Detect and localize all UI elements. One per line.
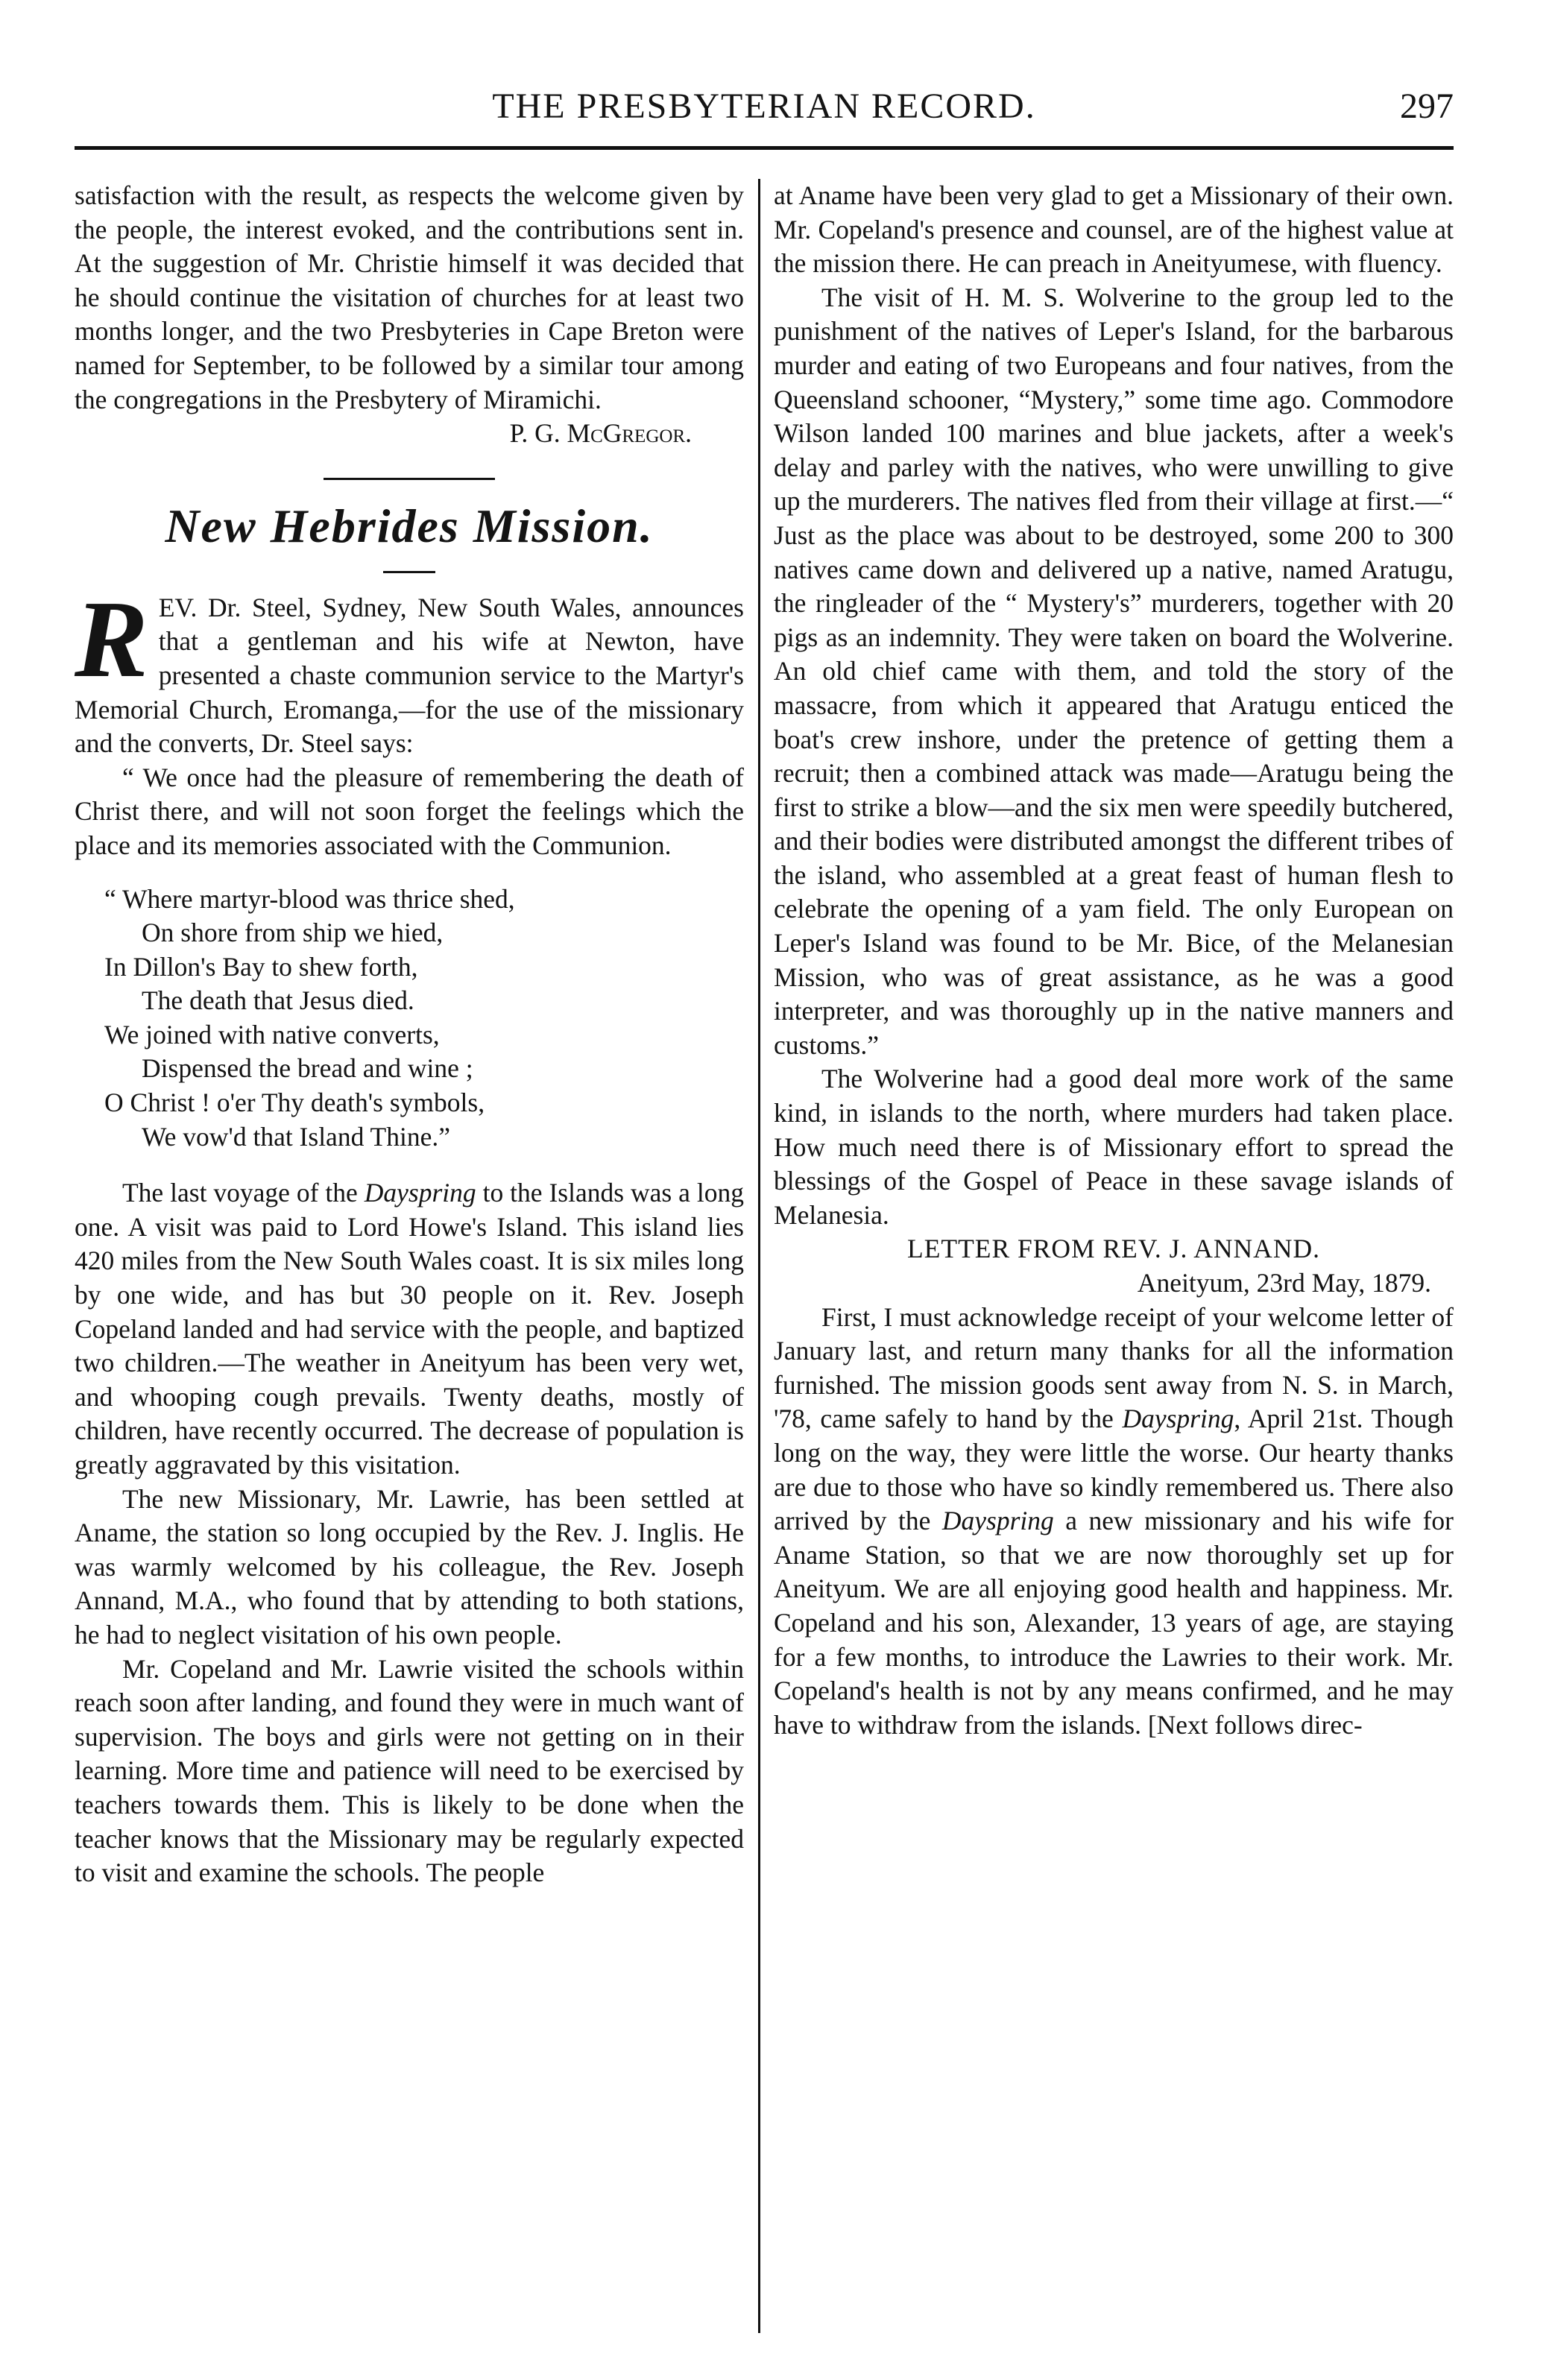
text-run: a new missionary and his wife for Aname Station, so that we are now thoroughly set up for Aneityum. We are all enjoying good health and happiness. Mr. Copeland and his son, Alexander, 13 years of age, are staying for a few months, to introduce the Lawries to their work. Mr. Copeland's health is not by any means confirmed, and he may have to withdraw from the islands. [Next follows direc- [774,1506,1454,1740]
article-paragraph-6: at Aname have been very glad to get a Missionary of their own. Mr. Copeland's presence and counsel, are of the highest value at the mission there. He can preach in Aneityumese, with fluency. [774,180,1454,279]
title-underline [383,571,435,573]
text-run: First, I must acknowledge receipt of your welcome letter of January last, and return many thanks for all the information furnished. The mission goods sent away from N. S. in March, '78, came safely to hand by the [774,1301,1454,1434]
poem-line: On shore from ship we hied, [142,918,444,948]
poem-line: The death that Jesus died. [142,985,414,1016]
article-paragraph-4: The new Missionary, Mr. Lawrie, has been settled at Aname, the station so long occupied by the Rev. J. Inglis. He was warmly welcomed by his colleague, the Rev. Joseph Annand, M.A., who found that by attending to both stations, he had to neglect visitation of his own people. [75,1483,744,1650]
article-paragraph-3 [75,1176,744,1482]
article-paragraph-8: The Wolverine had a good deal more work of the same kind, in islands to the north, where murders had taken place. How much need there is of Missionary effort to spread the blessings of the Gospel of Peace in these savage islands of Melanesia. [774,1064,1454,1230]
header-rule [75,146,1454,150]
section-divider [324,478,495,480]
poem-line: Dispensed the bread and wine ; [142,1053,473,1084]
letter-dateline: Aneityum, 23rd May, 1879. [1137,1268,1431,1298]
section-title: New Hebrides Mission. [165,499,654,552]
poem-line: We joined with native converts, [104,1019,440,1049]
left-column [75,179,744,1890]
drop-cap: R [75,578,148,701]
article-paragraph-1 [75,578,744,761]
ship-name: Dayspring [941,1506,1054,1536]
signature: P. G. McGregor. [509,418,692,449]
article-paragraph-1-text: EV. Dr. Steel, Sydney, New South Wales, announces that a gentleman and his wife at Newton, have presented a chaste communion service to the Martyr's Memorial Church, Eromanga,—for the use of the missionary and the converts, Dr. Steel says: [75,592,744,759]
text-run: , April 21st. Though long on the way, they were little the worse. Our hearty thanks are due to those who have so kindly remembered us. There also arrived by the [774,1404,1454,1536]
right-column [774,179,1454,1742]
poem-line: O Christ ! o'er Thy death's symbols, [104,1088,485,1118]
text-run: to the Islands was a long one. A visit was paid to Lord Howe's Island. This island lies 420 miles from the New South Wales coast. It is six miles long by one wide, and has but 30 people on it. Rev. Joseph Copeland landed and had service with the people, and baptized two children.—The weather in Aneityum has been very wet, and whooping cough prevails. Twenty deaths, mostly of children, have recently occurred. The decrease of population is greatly aggravated by this visitation. [75,1178,744,1480]
poem [75,883,744,1155]
running-title: THE PRESBYTERIAN RECORD. [492,86,1036,126]
poem-line: In Dillon's Bay to shew forth, [104,951,418,982]
letter-paragraph [774,1301,1454,1743]
letter-title: LETTER FROM REV. J. ANNAND. [907,1234,1320,1264]
ship-name: Dayspring [364,1178,476,1208]
article-paragraph-5: Mr. Copeland and Mr. Lawrie visited the schools within reach soon after landing, and found they were in much want of supervision. The boys and girls were not getting on in their learning. More time and patience will need to be exercised by teachers towards them. This is likely to be done when the teacher knows that the Missionary may be regularly expected to visit and examine the schools. The people [75,1653,744,1888]
poem-line: “ Where martyr-blood was thrice shed, [104,883,515,914]
intro-paragraph: satisfaction with the result, as respects the welcome given by the people, the interest evoked, and the contributions sent in. At the suggestion of Mr. Christie himself it was decided that he should continue the visitation of churches for at least two months longer, and the two Presbyteries in Cape Breton were named for September, to be followed by a similar tour among the congregations in the Presbytery of Miramichi. [75,180,744,414]
article-paragraph-2: “ We once had the pleasure of remembering the death of Christ there, and will not soon forget the feelings which the place and its memories associated with the Communion. [75,762,744,860]
column-divider [758,179,760,2333]
page-header [75,82,1454,134]
poem-line: We vow'd that Island Thine.” [142,1121,450,1152]
ship-name: Dayspring [1122,1404,1234,1434]
article-paragraph-7: The visit of H. M. S. Wolverine to the group led to the punishment of the natives of Leper's Island, for the barbarous murder and eating of two Europeans and four natives, from the Queensland schooner, “Mystery,” some time ago. Commodore Wilson landed 100 marines and blue jackets, after a week's delay and parley with the natives, who were unwilling to give up the murderers. The natives fled from their village at first.—“ Just as the place was about to be destroyed, some 200 to 300 natives came down and delivered up a native, named Aratugu, the ringleader of the “ Mystery's” murderers, together with 20 pigs as an indemnity. They were taken on board the Wolverine. An old chief came with them, and told the story of the massacre, from which it appeared that Aratugu enticed the boat's crew inshore, under the pretence of getting them a recruit; then a combined attack was made—Aratugu being the first to strike a blow—and the six men were speedily butchered, and their bodies were distributed amongst the different tribes of the island, who assembled at a great feast of human flesh to celebrate the opening of a yam field. The only European on Leper's Island was found to be Mr. Bice, of the Melanesian Mission, who was of great assistance, as he was a good interpreter, and was thoroughly up in the native manners and customs.” [774,282,1454,1060]
text-run: The last voyage of the [122,1178,365,1208]
page-number: 297 [1400,86,1454,126]
